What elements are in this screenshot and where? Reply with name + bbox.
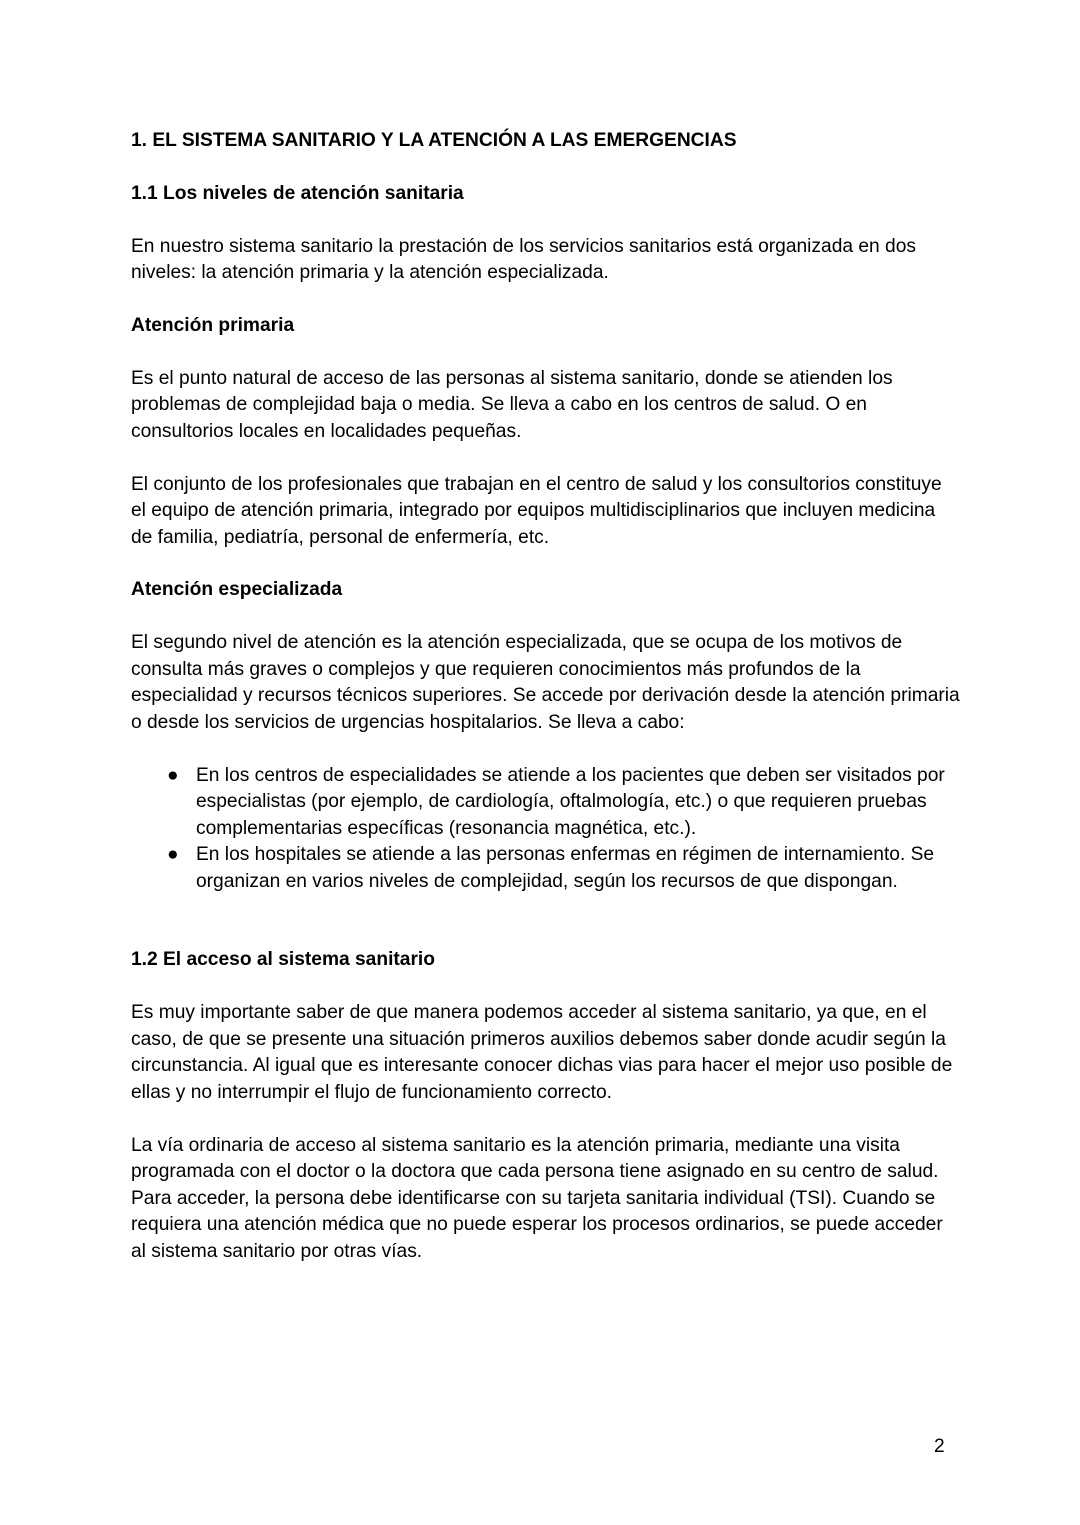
list-item (131, 763, 961, 843)
primaria-paragraph-1: Es el punto natural de acceso de las personas al sistema sanitario, donde se atienden los problemas de complejidad baja o media. Se lleva a cabo en los centros de salud. O en consultorios locales en localidades pequeñas. (131, 367, 893, 442)
section-heading-1-1: 1.1 Los niveles de atención sanitaria (131, 182, 464, 204)
list-item (131, 842, 961, 895)
document-page (131, 128, 961, 1265)
acceso-paragraph-2: La vía ordinaria de acceso al sistema sanitario es la atención primaria, mediante una visita programada con el doctor o la doctora que cada persona tiene asignado en su centro de salud. Para acceder, la persona debe identificarse con su tarjeta sanitaria individual (TSI). Cuando se requiera una atención médica que no puede esperar los procesos ordinarios, se puede acceder al sistema sanitario por otras vías. (131, 1134, 943, 1262)
especializada-bullet-list (131, 763, 961, 896)
primaria-paragraph-2: El conjunto de los profesionales que trabajan en el centro de salud y los consultorios constituye el equipo de atención primaria, integrado por equipos multidisciplinarios que incluyen medicina de familia, pediatría, personal de enfermería, etc. (131, 473, 942, 548)
especializada-paragraph-1: El segundo nivel de atención es la atención especializada, que se ocupa de los motivos de consulta más graves o complejos y que requieren conocimientos más profundos de la especialidad y recursos técnicos superiores. Se accede por derivación desde la atención primaria o desde los servicios de urgencias hospitalarios. Se lleva a cabo: (131, 632, 960, 733)
page-number: 2 (934, 1436, 945, 1457)
subheading-atencion-especializada: Atención especializada (131, 579, 343, 600)
bullet-icon: ● (167, 844, 179, 865)
acceso-paragraph-1: Es muy importante saber de que manera podemos acceder al sistema sanitario, ya que, en el caso, de que se presente una situación primeros auxilios debemos saber donde acudir según la circunstancia. Al igual que es interesante conocer dichas vias para hacer el mejor uso posible de ellas y no interrumpir el flujo de funcionamiento correcto. (131, 1002, 953, 1103)
bullet-icon: ● (167, 764, 179, 786)
subheading-atencion-primaria: Atención primaria (131, 314, 295, 336)
section-1-1-intro: En nuestro sistema sanitario la prestación de los servicios sanitarios está organizada en dos niveles: la atención primaria y la atención especializada. (131, 235, 916, 283)
list-item-text: En los centros de especialidades se atiende a los pacientes que deben ser visitados por especialistas (por ejemplo, de cardiología, oftalmología, etc.) o que requieren pruebas complementarias específicas (resonancia magnética, etc.). (196, 764, 945, 839)
list-item-text: En los hospitales se atiende a las personas enfermas en régimen de internamiento. Se organizan en varios niveles de complejidad, según los recursos de que dispongan. (196, 844, 935, 892)
document-title: 1. EL SISTEMA SANITARIO Y LA ATENCIÓN A LAS EMERGENCIAS (131, 130, 737, 151)
section-heading-1-2: 1.2 El acceso al sistema sanitario (131, 949, 435, 970)
